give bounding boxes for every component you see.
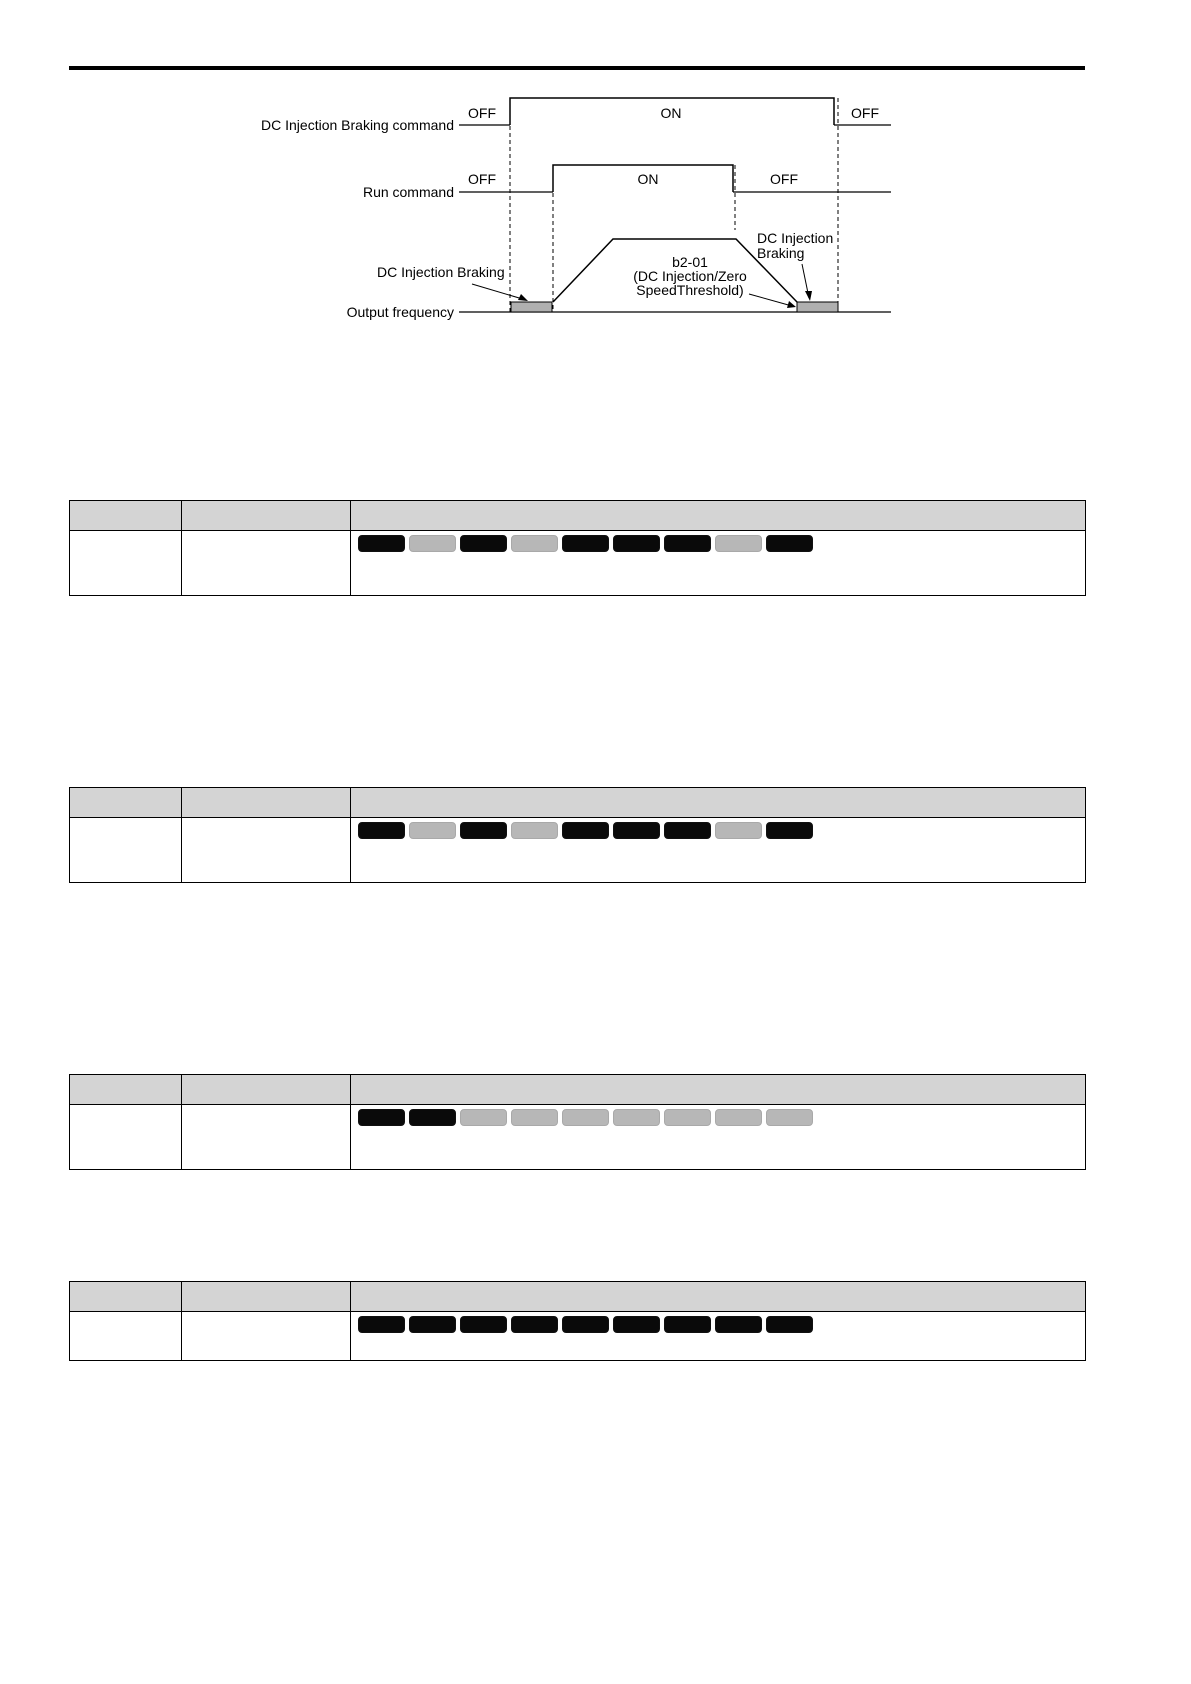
header-cell [70, 788, 182, 818]
table-cell [182, 818, 351, 883]
mode-indicator-inactive [409, 822, 456, 839]
header-cell [182, 501, 351, 531]
arrowhead-dc-braking-left [518, 294, 528, 301]
mode-indicator-active [409, 1316, 456, 1333]
dc-braking-block-start [511, 302, 552, 312]
header-cell [351, 1075, 1086, 1105]
table-cell [70, 1105, 182, 1170]
annotation-dc-braking-left: DC Injection Braking [377, 264, 505, 280]
arrowhead-threshold [787, 301, 796, 308]
table-cell [351, 1312, 1086, 1361]
mode-indicator-inactive [715, 535, 762, 552]
annotation-threshold-line2: (DC Injection/Zero [633, 268, 747, 284]
control-mode-indicators [351, 818, 1085, 839]
mode-indicator-active [562, 822, 609, 839]
annotation-dc-braking-right-line2: Braking [757, 245, 805, 261]
mode-indicator-inactive [562, 1109, 609, 1126]
header-cell [70, 501, 182, 531]
mode-indicator-active [460, 822, 507, 839]
control-mode-indicators [351, 1105, 1085, 1126]
mode-indicator-inactive [511, 822, 558, 839]
mode-indicator-active [766, 822, 813, 839]
run-command-state-off-right: OFF [770, 171, 798, 187]
run-command-state-off-left: OFF [468, 171, 496, 187]
table-row [70, 531, 1086, 596]
header-cell [70, 1282, 182, 1312]
table-cell [70, 531, 182, 596]
signal-label-run-command: Run command [362, 184, 454, 200]
mode-indicator-inactive [460, 1109, 507, 1126]
dc-injection-timing-chart [0, 0, 1191, 340]
mode-indicator-active [358, 535, 405, 552]
control-mode-indicators [351, 1312, 1085, 1333]
table-row [70, 1105, 1086, 1170]
header-cell [182, 1075, 351, 1105]
mode-indicator-inactive [511, 1109, 558, 1126]
table-header-row [70, 501, 1086, 531]
mode-indicator-active [562, 535, 609, 552]
signal-label-output-frequency: Output frequency [346, 304, 454, 320]
header-cell [70, 1075, 182, 1105]
mode-indicator-inactive [664, 1109, 711, 1126]
mode-indicator-inactive [511, 535, 558, 552]
arrow-dc-braking-left [472, 284, 526, 300]
parameter-table-2 [69, 787, 1086, 883]
table-row [70, 1312, 1086, 1361]
mode-indicator-active [766, 1316, 813, 1333]
table-cell [182, 1105, 351, 1170]
annotation-threshold-line1: b2-01 [672, 254, 708, 270]
mode-indicator-active [358, 1316, 405, 1333]
mode-indicator-inactive [715, 1109, 762, 1126]
dc-braking-block-stop [797, 302, 838, 312]
dc-command-state-off-left: OFF [468, 105, 496, 121]
header-cell [182, 1282, 351, 1312]
signal-label-dc-command: DC Injection Braking command [261, 117, 454, 133]
table-cell [351, 1105, 1086, 1170]
table-cell [182, 1312, 351, 1361]
header-cell [351, 501, 1086, 531]
mode-indicator-active [358, 822, 405, 839]
run-command-state-on: ON [637, 171, 659, 187]
mode-indicator-active [460, 535, 507, 552]
mode-indicator-active [562, 1316, 609, 1333]
mode-indicator-active [511, 1316, 558, 1333]
annotation-dc-braking-right-line1: DC Injection [757, 230, 834, 246]
mode-indicator-active [664, 822, 711, 839]
dc-command-state-on: ON [660, 105, 682, 121]
dc-command-state-off-right: OFF [851, 105, 879, 121]
table-cell [70, 818, 182, 883]
table-header-row [70, 788, 1086, 818]
parameter-table-1 [69, 500, 1086, 596]
mode-indicator-active [613, 822, 660, 839]
mode-indicator-active [664, 535, 711, 552]
mode-indicator-active [715, 1316, 762, 1333]
mode-indicator-active [613, 1316, 660, 1333]
header-cell [351, 788, 1086, 818]
annotation-threshold-line3: SpeedThreshold) [636, 282, 744, 298]
mode-indicator-active [766, 535, 813, 552]
mode-indicator-inactive [766, 1109, 813, 1126]
mode-indicator-inactive [409, 535, 456, 552]
parameter-table-4 [69, 1281, 1086, 1361]
header-cell [182, 788, 351, 818]
parameter-table-3 [69, 1074, 1086, 1170]
mode-indicator-active [409, 1109, 456, 1126]
arrow-threshold [749, 294, 792, 306]
table-cell [182, 531, 351, 596]
mode-indicator-active [664, 1316, 711, 1333]
table-header-row [70, 1282, 1086, 1312]
mode-indicator-active [460, 1316, 507, 1333]
table-header-row [70, 1075, 1086, 1105]
table-cell [351, 818, 1086, 883]
arrowhead-dc-braking-right [805, 291, 812, 301]
header-cell [351, 1282, 1086, 1312]
table-cell [70, 1312, 182, 1361]
mode-indicator-active [358, 1109, 405, 1126]
table-row [70, 818, 1086, 883]
table-cell [351, 531, 1086, 596]
control-mode-indicators [351, 531, 1085, 552]
mode-indicator-active [613, 535, 660, 552]
mode-indicator-inactive [715, 822, 762, 839]
mode-indicator-inactive [613, 1109, 660, 1126]
